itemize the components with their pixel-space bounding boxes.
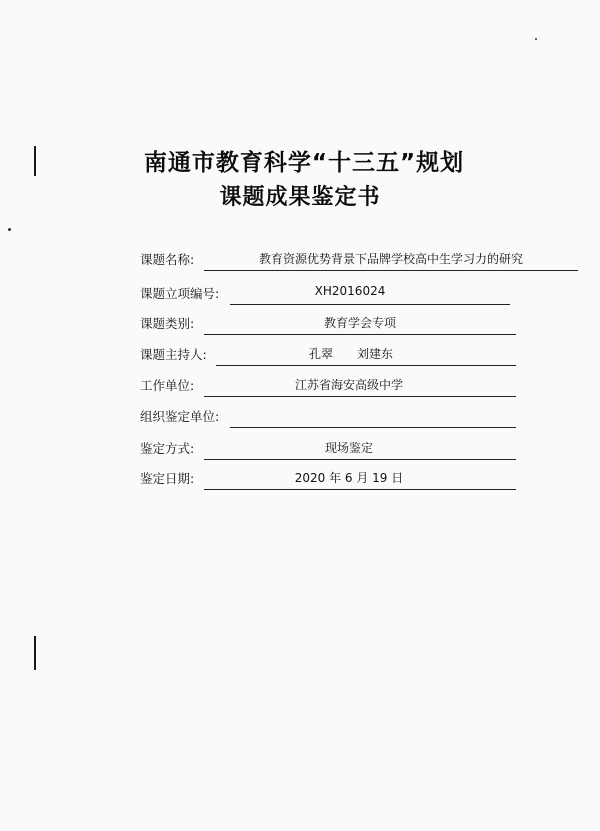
underline — [230, 304, 510, 305]
field-value: 江苏省海安高级中学 — [294, 378, 403, 392]
document-subtitle: 课题成果鉴定书 — [219, 185, 381, 210]
underline — [204, 489, 516, 490]
field-label: 课题类别: — [140, 316, 195, 331]
underline — [204, 334, 516, 335]
field-label: 课题名称: — [140, 252, 195, 267]
field-label: 鉴定方式: — [140, 441, 195, 456]
underline — [204, 459, 516, 460]
field-value: XH2016024 — [314, 284, 386, 298]
field-value: 现场鉴定 — [324, 441, 373, 455]
document-title: 南通市教育科学“十三五”规划 — [143, 150, 465, 176]
field-label: 课题主持人: — [140, 347, 207, 362]
scan-speck — [8, 228, 11, 231]
field-value: 2020 年 6 月 19 日 — [294, 471, 404, 485]
field-label: 组织鉴定单位: — [140, 409, 220, 424]
underline — [230, 427, 516, 428]
punch-hole-mark-bottom — [34, 636, 36, 670]
scan-speck — [535, 38, 537, 40]
underline — [204, 396, 516, 397]
field-value: 教育资源优势背景下品牌学校高中生学习力的研究 — [258, 252, 523, 266]
field-label: 鉴定日期: — [140, 471, 195, 486]
underline — [204, 270, 578, 271]
field-value: 教育学会专项 — [323, 316, 396, 330]
field-label: 课题立项编号: — [140, 286, 220, 301]
underline — [216, 365, 516, 366]
field-label: 工作单位: — [140, 378, 195, 393]
field-value: 孔翠 刘建东 — [308, 347, 393, 361]
